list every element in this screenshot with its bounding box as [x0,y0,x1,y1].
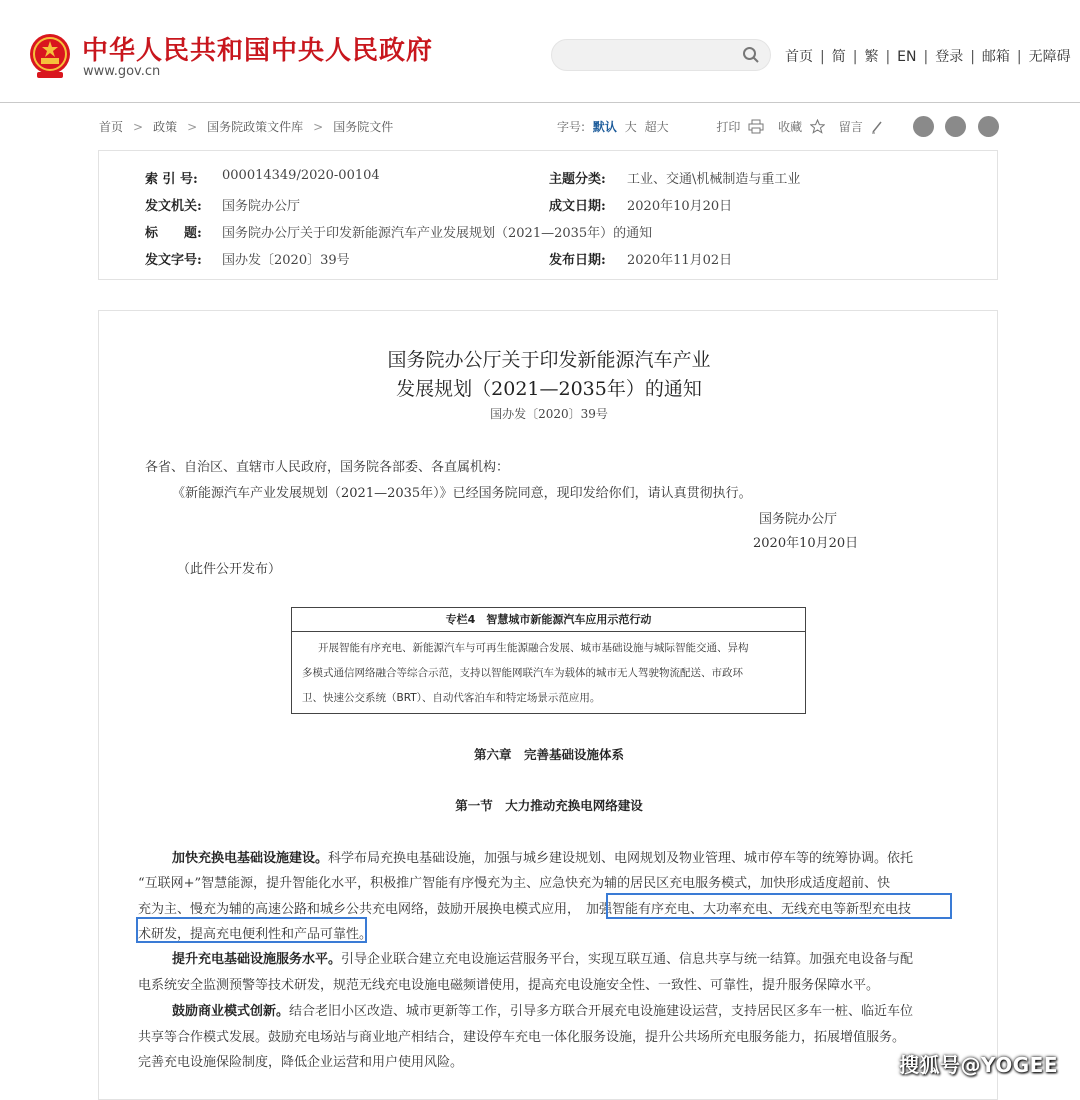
nav-simplified[interactable]: 简 [831,49,846,65]
breadcrumb-policy[interactable]: 政策 [153,120,178,134]
document-info-table [98,150,998,280]
nav-mail[interactable]: 邮箱 [981,49,1010,65]
title-value: 国务院办公厅关于印发新能源汽车产业发展规划（2021—2035年）的通知 [222,226,653,241]
comment-button[interactable]: 留言 [838,120,863,134]
site-header [0,0,1080,103]
salutation: 各省、自治区、直辖市人民政府，国务院各部委、各直属机构： [145,460,510,475]
document-title-line1: 国务院办公厅关于印发新能源汽车产业 [387,349,711,371]
column-box-line: 开展智能有序充电、新能源汽车与可再生能源融合发展、城市基础设施与城际智能交通、异构 [318,642,749,654]
wechat-share-icon[interactable] [945,116,966,137]
document-number: 国办发〔2020〕39号 [490,407,608,421]
nav-english[interactable]: EN [897,49,917,65]
breadcrumb: 首页 > 政策 > 国务院政策文件库 > 国务院文件 [99,120,394,134]
title-label: 标 题: [145,226,202,241]
pencil-icon[interactable] [871,120,883,134]
national-emblem-logo[interactable] [27,32,73,80]
favorite-button[interactable]: 收藏 [778,120,803,134]
index-label: 索 引 号: [145,172,198,187]
paragraph-lead: 提升充电基础设施服务水平。 [172,952,342,967]
paragraph-line: 鼓励商业模式创新。结合老旧小区改造、城市更新等工作，引导多方联合开展充电设施建设运营，支持居民区多车一桩、临近车位 [172,1004,914,1019]
breadcrumb-state-council-docs[interactable]: 国务院文件 [333,120,394,134]
doc-number-value: 国办发〔2020〕39号 [222,253,350,268]
breadcrumb-home[interactable]: 首页 [99,120,124,134]
column-box [291,607,806,714]
highlight-box [136,917,367,943]
highlighted-text: 术研发，提高充电便利性和产品可靠性。 [138,927,373,942]
watermark: 搜狐号@YOGEE [898,1053,1058,1077]
star-icon[interactable] [810,119,825,134]
highlighted-text: 加强智能有序充电、大功率充电、无线充电等新型充电技 [586,902,912,917]
published-date-value: 2020年11月02日 [627,253,733,268]
issuer-label: 发文机关: [145,199,202,214]
issuer-value: 国务院办公厅 [222,199,301,214]
paragraph-line: “互联网+”智慧能源，提升智能化水平，积极推广智能有序慢充为主、应急快充为辅的居民区充电服务模式，加快形成适度超前、快 [138,876,891,891]
created-date-value: 2020年10月20日 [627,199,733,214]
search-box [551,39,771,71]
nav-traditional[interactable]: 繁 [864,49,879,65]
published-date-label: 发布日期: [549,253,606,268]
paragraph-lead: 加快充换电基础设施建设。 [172,851,329,866]
nav-accessibility[interactable]: 无障碍 [1028,49,1071,65]
topic-value: 工业、交通\机械制造与重工业 [627,172,801,187]
search-input[interactable] [564,40,748,72]
section-heading: 第一节 大力推动充换电网络建设 [455,798,643,813]
document-body [98,310,998,1100]
weibo-share-icon[interactable] [913,116,934,137]
signature-date: 2020年10月20日 [753,536,859,551]
paragraph-line: 提升充电基础设施服务水平。引导企业联合建立充电设施运营服务平台，实现互联互通、信息共享与统一结算。加强充电设备与配 [172,952,914,967]
qzone-share-icon[interactable] [978,116,999,137]
nav-home[interactable]: 首页 [785,49,813,65]
notice-body: 《新能源汽车产业发展规划（2021—2035年）》已经国务院同意，现印发给你们，请认真贯彻执行。 [172,486,752,501]
font-large-button[interactable]: 大 [624,120,637,134]
paragraph-line: 充为主、慢充为辅的高速公路和城乡公共充电网络，鼓励开展换电模式应用， 加强智能有序充电、大功率充电、无线充电等新型充电技 [138,902,912,917]
print-icon[interactable] [748,119,764,134]
doc-number-label: 发文字号: [145,253,202,268]
site-name[interactable]: 中华人民共和国中央人民政府 [82,36,434,66]
column-box-line: 多模式通信网络融合等综合示范，支持以智能网联汽车为载体的城市无人驾驶物流配送、市政环 [302,667,743,679]
site-url[interactable]: www.gov.cn [83,64,161,79]
nav-login[interactable]: 登录 [935,49,964,65]
paragraph-lead: 鼓励商业模式创新。 [172,1004,290,1019]
document-title-line2: 发展规划（2021—2035年）的通知 [396,378,702,400]
created-date-label: 成文日期: [549,199,606,214]
highlight-box [606,893,952,919]
chapter-heading: 第六章 完善基础设施体系 [473,747,624,762]
page-tools [557,118,893,135]
column-box-title: 专栏4 智慧城市新能源汽车应用示范行动 [292,608,805,632]
search-icon[interactable] [742,46,760,64]
paragraph-line: 完善充电设施保险制度，降低企业运营和用户使用风险。 [138,1055,464,1070]
font-size-label: 字号: [557,120,586,134]
paragraph-line: 共享等合作模式发展。鼓励充电场站与商业地产相结合，建设停车充电一体化服务设施，提升公共场所充电服务能力，拓展增值服务。 [138,1030,906,1045]
paragraph-line: 电系统安全监测预警等技术研发，规范无线充电设施电磁频谱使用，提高充电设施安全性、一致性、可靠性，提升服务保障水平。 [138,978,880,993]
paragraph-line: 加快充换电基础设施建设。科学布局充换电基础设施，加强与城乡建设规划、电网规划及物业管理、城市停车等的统筹协调。依托 [172,851,914,866]
print-button[interactable]: 打印 [716,120,741,134]
top-nav: 首页 | 简 | 繁 | EN | 登录 | 邮箱 | 无障碍 [785,49,1071,65]
signature: 国务院办公厅 [759,512,838,527]
column-box-line: 卫、快速公交系统（BRT）、自动代客泊车和特定场景示范应用。 [302,692,601,704]
index-value: 000014349/2020-00104 [222,168,380,183]
font-default-button[interactable]: 默认 [592,120,617,134]
breadcrumb-policy-library[interactable]: 国务院政策文件库 [207,120,304,134]
topic-label: 主题分类: [549,172,606,187]
font-xlarge-button[interactable]: 超大 [644,120,669,134]
publication-note: （此件公开发布） [177,562,282,577]
